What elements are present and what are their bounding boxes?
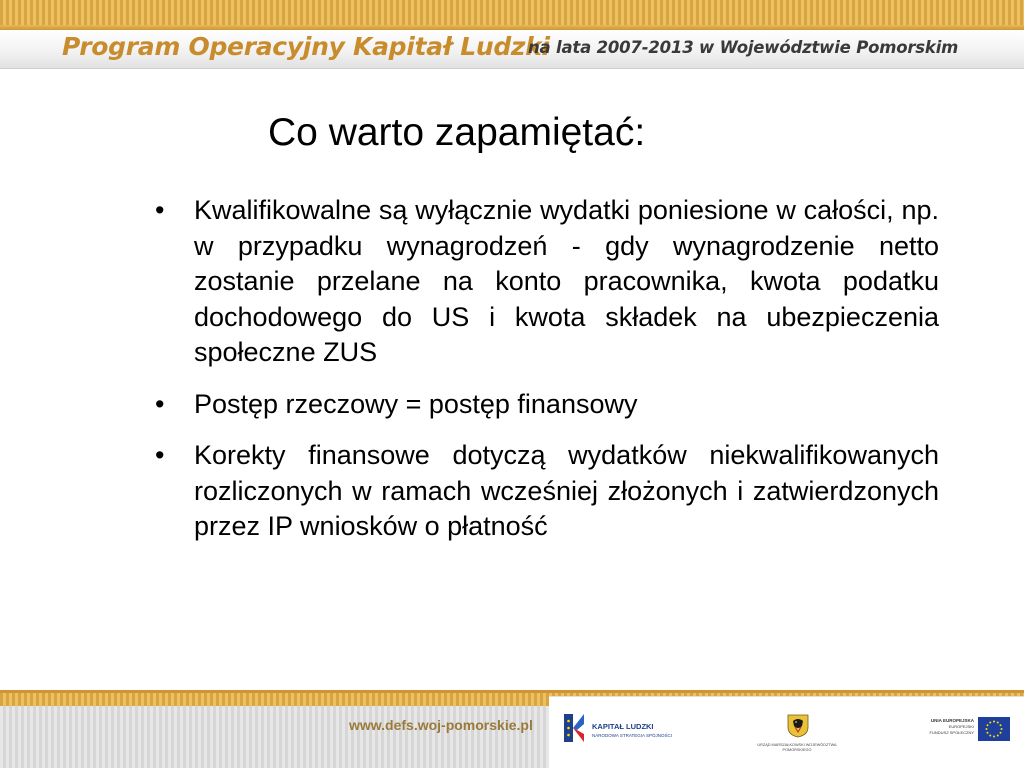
eu-logo [918,716,1014,746]
program-subtitle: na lata 2007-2013 w Województwie Pomorskim [528,38,959,57]
bullet-marker: • [155,440,165,470]
urzad-marszalkowski-text: URZĄD MARSZAŁKOWSKI WOJEWÓDZTWA POMORSKIEGO [757,743,837,752]
bullet-text: Kwalifikowalne są wyłącznie wydatki poniesione w całości, np. w przypadku wynagrodzeń - gdy wynagrodzenie netto zostanie przelane na konto pracownika, kwota podatku dochodowego do US i kwota składek na ubezpieczenia społeczne ZUS [194,195,939,367]
eu-line-3: FUNDUSZ SPOŁECZNY [929,729,974,735]
eu-flag-icon [978,717,1010,741]
eu-line-2: EUROPEJSKI [948,724,974,729]
footer-website-link[interactable]: www.defs.woj-pomorskie.pl [349,717,533,733]
slide-title: Co warto zapamiętać: [268,111,646,154]
bullet-marker: • [155,195,165,225]
bullet-list [155,193,939,561]
bullet-text: Korekty finansowe dotyczą wydatków niekwalifikowanych rozliczonych w ramach wcześniej złożonych i zatwierdzonych przez IP wniosków o płatność [194,440,939,541]
kapital-ludzki-mark-icon [562,712,586,744]
eu-logo-text [930,718,974,735]
bullet-item-progress [155,387,939,423]
kapital-ludzki-logo [562,712,682,752]
kapital-ludzki-title: KAPITAŁ LUDZKI [592,722,654,731]
eu-line-1: UNIA EUROPEJSKA [930,718,974,723]
kapital-ludzki-subtitle: NARODOWA STRATEGIA SPÓJNOŚCI [592,733,673,738]
bullet-text: Postęp rzeczowy = postęp finansowy [194,388,638,419]
top-decorative-stripe [0,0,1024,30]
bullet-item-eligible-expenses [155,193,939,371]
footer-panel [0,706,549,768]
pomorskie-crest-icon [787,714,809,738]
urzad-marszalkowski-logo [757,714,837,764]
bullet-item-corrections [155,438,939,545]
program-name: Program Operacyjny Kapitał Ludzki [62,32,550,61]
bullet-marker: • [155,388,165,419]
